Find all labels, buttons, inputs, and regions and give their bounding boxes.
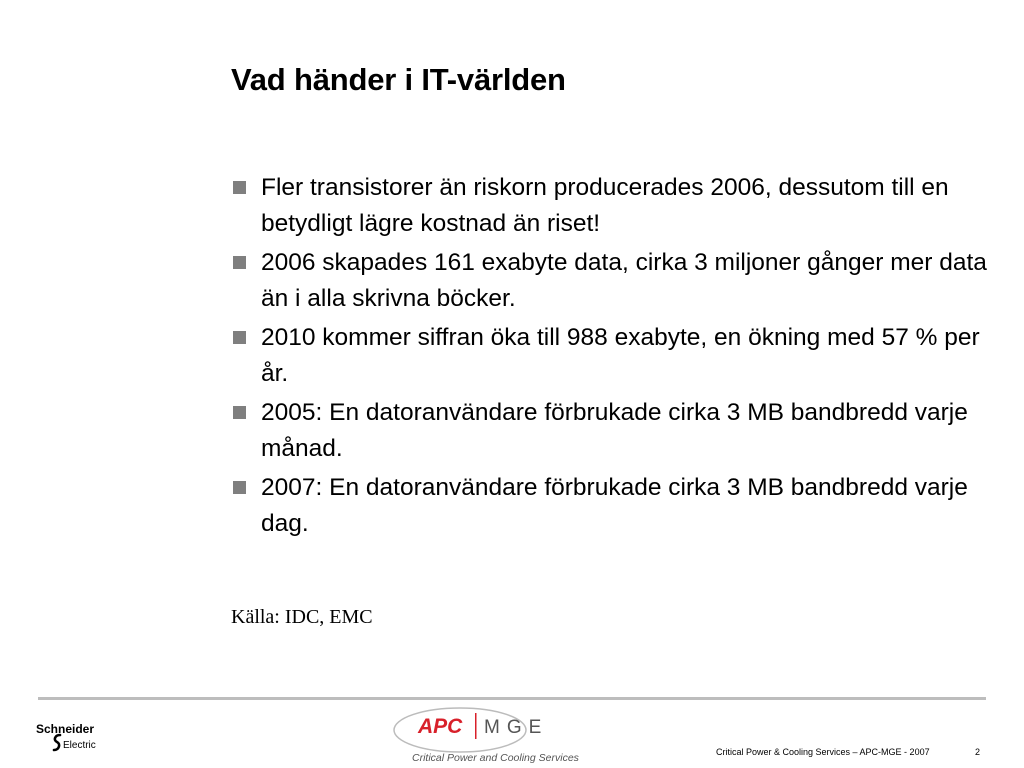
slide-title: Vad händer i IT-världen [231, 62, 566, 97]
bullet-text: Fler transistorer än riskorn producerades 2006, dessutom till en betydligt lägre kostnad än riset! [261, 174, 949, 237]
schneider-logo-line2: Electric [63, 740, 96, 751]
bullet-item [231, 395, 1001, 467]
square-bullet-icon [233, 256, 246, 269]
apc-logo-tagline: Critical Power and Cooling Services [412, 752, 579, 764]
square-bullet-icon [233, 331, 246, 344]
bullet-text: 2010 kommer siffran öka till 988 exabyte, en ökning med 57 % per år. [261, 324, 980, 387]
footer-text: Critical Power & Cooling Services – APC-MGE - 2007 [716, 747, 930, 757]
bullet-item [231, 320, 1001, 392]
bullet-text: 2005: En datoranvändare förbrukade cirka 3 MB bandbredd varje månad. [261, 399, 968, 462]
apc-logo-right: MGE [484, 717, 549, 738]
square-bullet-icon [233, 406, 246, 419]
apc-logo-left: APC [418, 715, 463, 738]
square-bullet-icon [233, 481, 246, 494]
schneider-logo-line1: Schneider [36, 722, 95, 736]
schneider-electric-logo [36, 721, 106, 753]
apc-logo-separator [475, 713, 477, 739]
footer-divider [38, 697, 986, 700]
bullet-item [231, 245, 1001, 317]
bullet-item [231, 470, 1001, 542]
square-bullet-icon [233, 181, 246, 194]
page-number: 2 [975, 747, 981, 757]
bullet-text: 2007: En datoranvändare förbrukade cirka 3 MB bandbredd varje dag. [261, 474, 968, 537]
apc-mge-logo [392, 703, 582, 765]
schneider-symbol-icon [54, 735, 60, 750]
bullet-text: 2006 skapades 161 exabyte data, cirka 3 miljoner gånger mer data än i alla skrivna böcker. [261, 249, 987, 312]
bullet-item [231, 170, 1001, 242]
source-citation: Källa: IDC, EMC [231, 606, 373, 628]
bullet-list [231, 170, 1001, 545]
